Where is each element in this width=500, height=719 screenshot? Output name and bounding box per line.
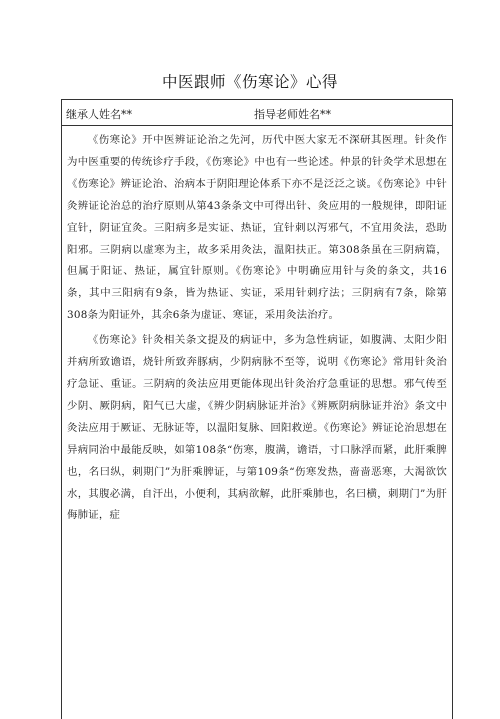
essay-paragraph-1: 《伤寒论》开中医辨证论治之先河，历代中医大家无不深研其医理。针灸作为中医重要的传统诊疗手段，《伤寒论》中也有一些论述。仲景的针灸学术思想在《伤寒论》辨证论治、治病本于阴阳理论体系下亦不是泛泛之谈。《伤寒论》中针灸辨证论治总的治疗原则从第43条条文中可得出针、灸应用的一般规律，即阳证宜针，阴证宜灸。三阳病多是实证、热证，宜针刺以泻邪气，不宜用灸法，恐助阳邪。三阴病以虚寒为主，故多采用灸法，温阳扶正。第308条虽在三阴病篇，但属于阳证、热证，属宜针原则。《伤寒论》中明确应用针与灸的条文，共16条，其中三阳病有9条，皆为热证、实证，采用针刺疗法；三阴病有7条，除第308条为阳证外，其余6条为虚证、寒证，采用灸法治疗。: [67, 134, 447, 322]
mentor-name-value: **: [320, 108, 331, 121]
mentor-name-cell: [254, 106, 331, 122]
mentor-name-label: 指导老师姓名: [254, 108, 320, 121]
form-header-row: [62, 100, 452, 126]
form-table: [61, 99, 453, 719]
heir-name-value: **: [121, 108, 132, 121]
essay-body: [62, 126, 452, 527]
heir-name-cell: [66, 106, 132, 122]
page-title: 中医跟师《伤寒论》心得: [161, 73, 338, 91]
essay-paragraph-2: 《伤寒论》针灸相关条文提及的病证中，多为急性病证，如腹满、太阳少阳并病所致谵语，烧针所致奔豚病，少阴病脉不至等，说明《伤寒论》常用针灸治疗急证、重证。三阴病的灸法应用更能体现出针灸治疗急重证的思想。邪气传至少阴、厥阴病，阳气已大虚，《辨少阴病脉证并治》《辨厥阴病脉证并治》条文中灸法应用于厥证、无脉证等，以温阳复脉、回阳救逆。《伤寒论》辨证论治思想在异病同治中最能反映，如第108条“伤寒，腹满，谵语，寸口脉浮而紧，此肝乘脾也，名曰纵，刺期门”为肝乘脾证，与第109条“伤寒发热，啬啬恶寒，大渴欲饮水，其腹必满，自汗出，小便利，其病欲解，此肝乘肺也，名曰横，刺期门”为肝侮肺证，症: [67, 334, 447, 522]
heir-name-label: 继承人姓名: [66, 108, 121, 121]
